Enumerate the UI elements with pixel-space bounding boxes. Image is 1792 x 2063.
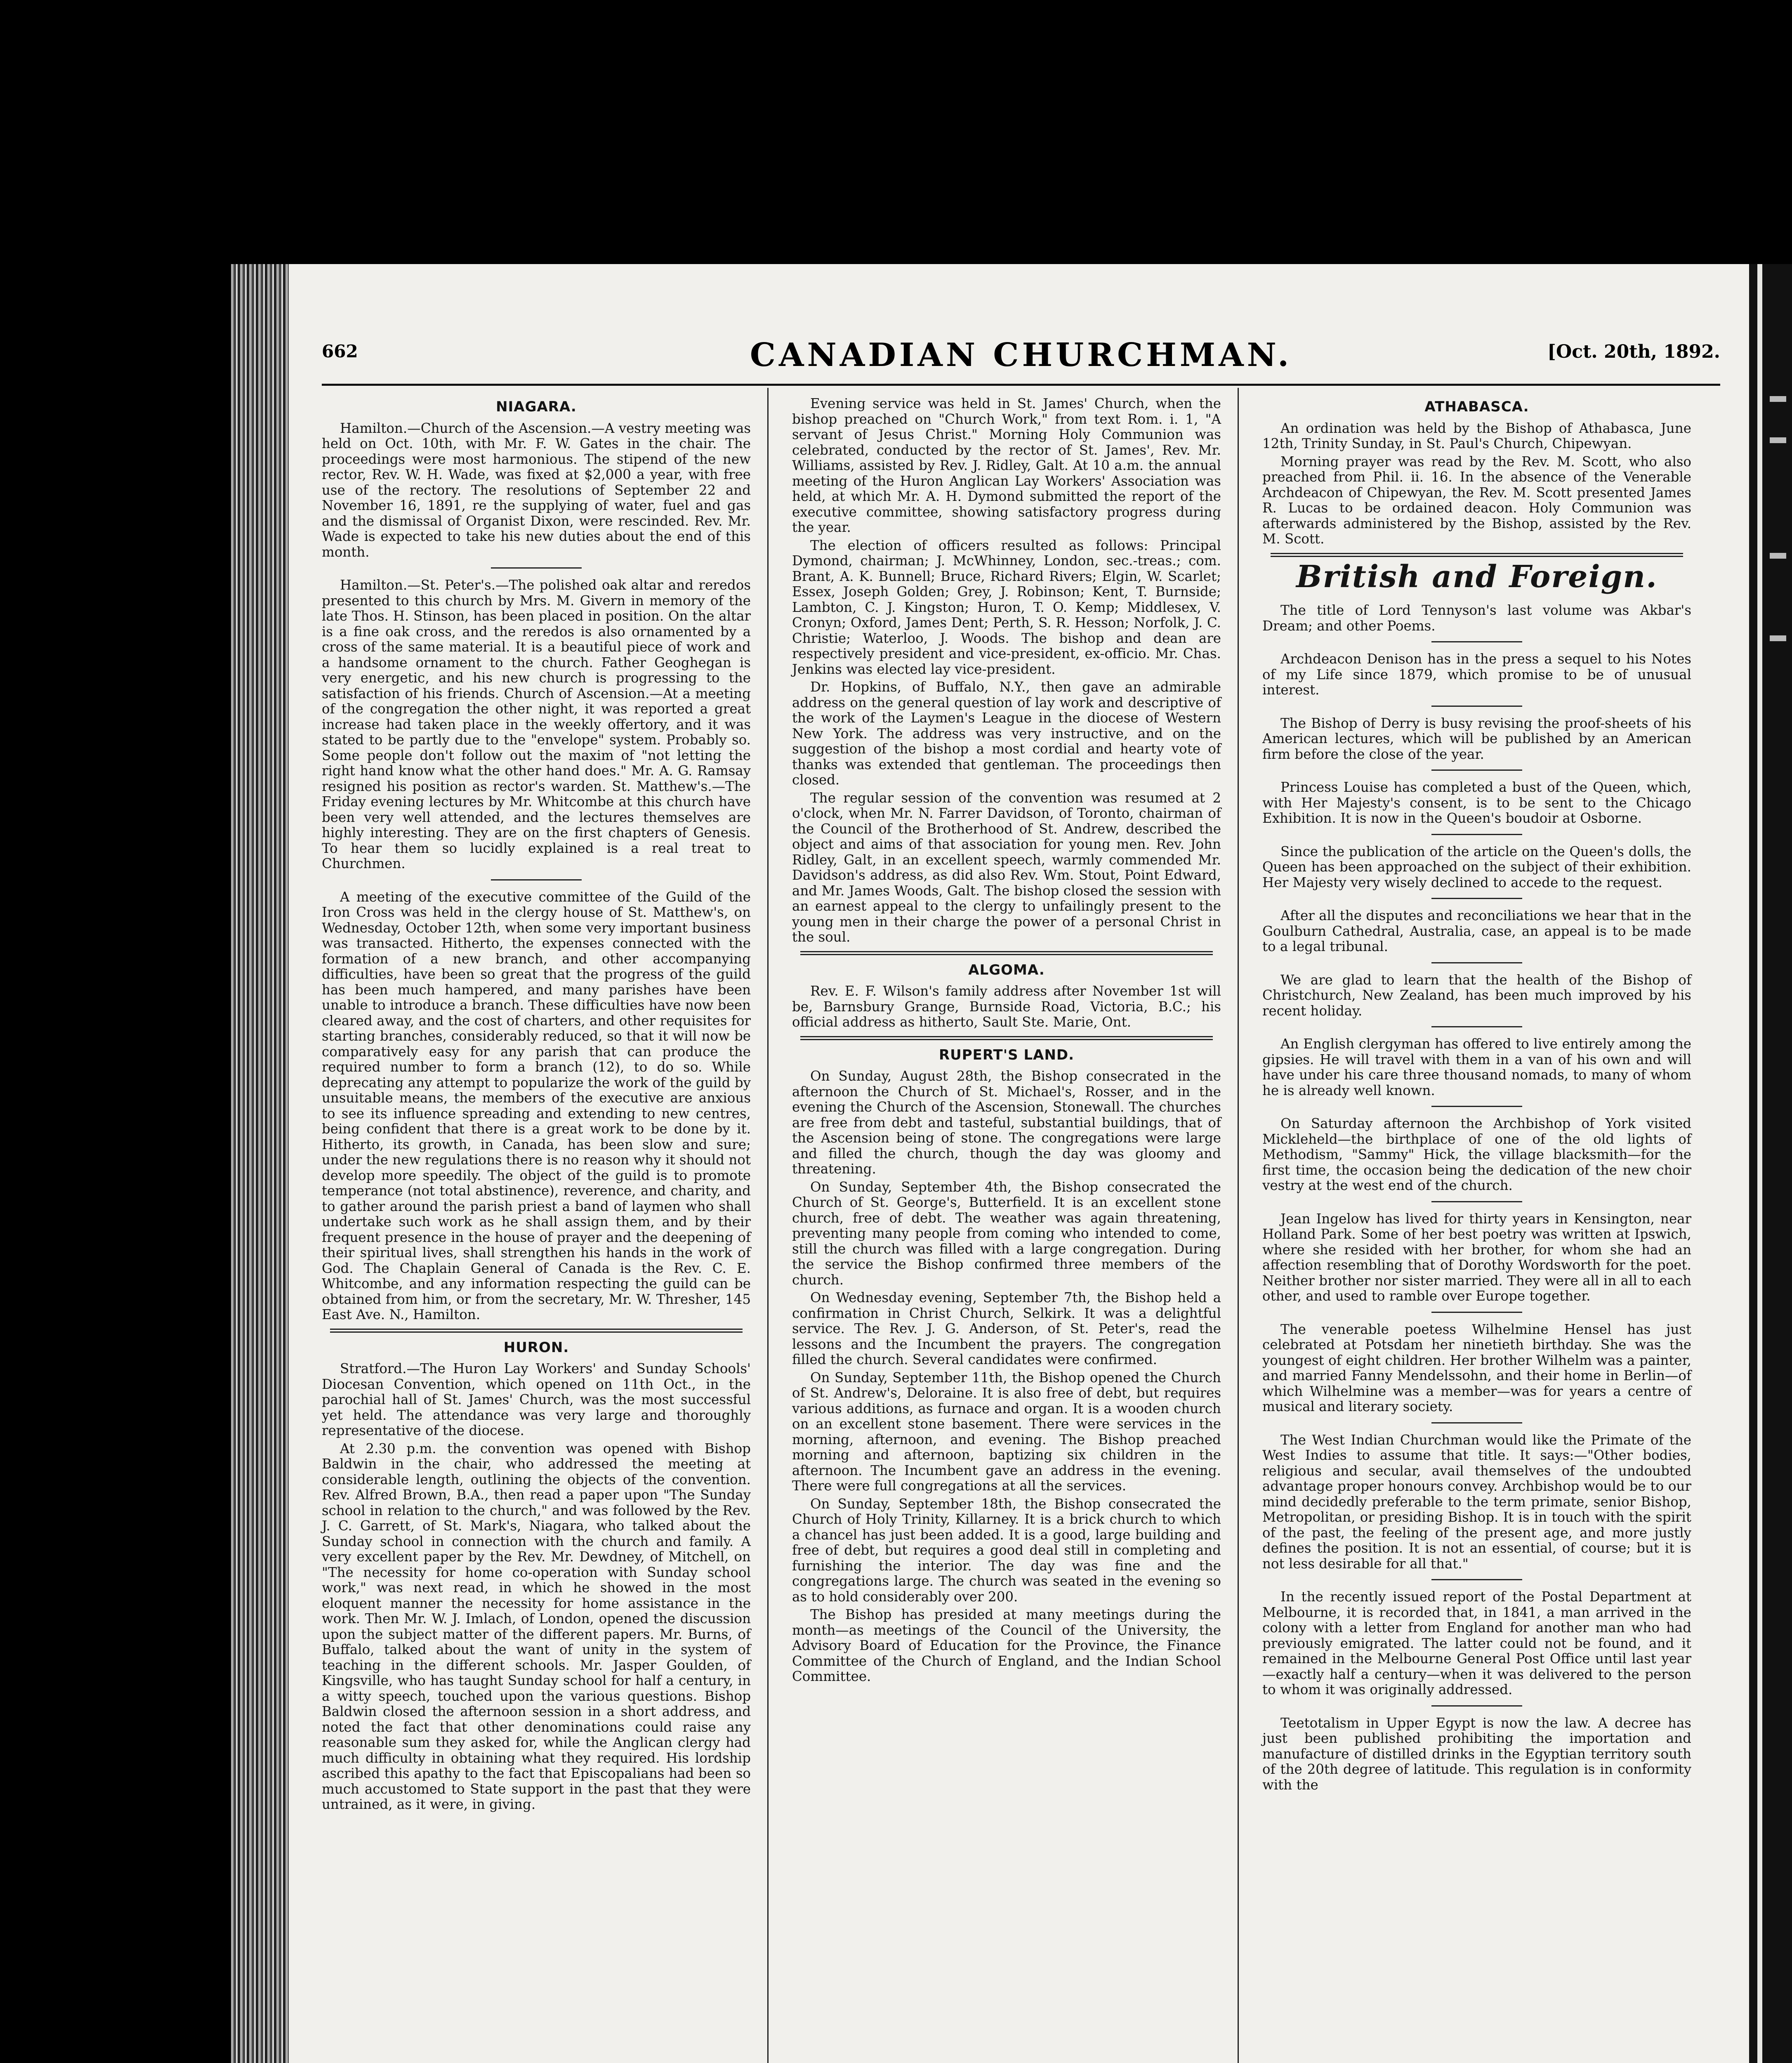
news-item: In the recently issued report of the Postal Department at Melbourne, it is recorded that, in 1841, a man arrived in the colony with a letter from England for another man who had previously emigrated. The latter could not be found, and it remained in the Melbourne General Post Office until last year—exactly half a century—when it was delivered to the person to whom it was originally addressed. — [1262, 1589, 1691, 1697]
article-paragraph: The Bishop has presided at many meetings during the month—as meetings of the Council of the University, the Advisory Board of Education for the Province, the Finance Committee of the Church of England, and the Indian School Committee. — [792, 1607, 1221, 1684]
separator — [1431, 1106, 1522, 1107]
article-paragraph: On Wednesday evening, September 7th, the Bishop held a confirmation in Christ Church, Selkirk. It was a delightful service. The Rev. J. G. Anderson, of St. Peter's, read the lessons and the Incumbent the prayers. The congregation filled the church. Several candidates were confirmed. — [792, 1290, 1221, 1367]
news-item: Princess Louise has completed a bust of the Queen, which, with Her Majesty's consent, is to be sent to the Chicago Exhibition. It is now in the Queen's boudoir at Osborne. — [1262, 779, 1691, 826]
separator — [1431, 1026, 1522, 1027]
article-paragraph: An ordination was held by the Bishop of Athabasca, June 12th, Trinity Sunday, in St. Paul's Church, Chipewyan. — [1262, 420, 1691, 451]
section-rule — [800, 951, 1213, 955]
issue-date: [Oct. 20th, 1892. — [1547, 341, 1720, 362]
separator — [1431, 641, 1522, 642]
masthead: CANADIAN CHURCHMAN. — [750, 336, 1292, 374]
page-header — [322, 336, 1720, 382]
separator — [1431, 1579, 1522, 1580]
news-item: The venerable poetess Wilhelmine Hensel has just celebrated at Potsdam her ninetieth birthday. She was the youngest of eight children. Her brother Wilhelm was a painter, and married Fanny Mendelssohn, and their home in Berlin—of which Wilhelmine was a member—was for years a centre of musical and literary society. — [1262, 1321, 1691, 1414]
separator — [1431, 1705, 1522, 1707]
separator — [1431, 769, 1522, 771]
article-paragraph: Dr. Hopkins, of Buffalo, N.Y., then gave an admirable address on the general question of lay work and descriptive of the work of the Laymen's League in the diocese of Western New York. The address was very instructive, and on the suggestion of the bishop a most cordial and hearty vote of thanks was extended that gentleman. The proceedings then closed. — [792, 679, 1221, 788]
section-rule — [330, 1329, 743, 1333]
news-item: The Bishop of Derry is busy revising the proof-sheets of his American lectures, which will be published by an American firm before the close of the year. — [1262, 715, 1691, 762]
news-item: Teetotalism in Upper Egypt is now the law. A decree has just been published prohibiting the importation and manufacture of distilled drinks in the Egyptian territory south of the 20th degree of latitude. This regulation is in conformity with the — [1262, 1715, 1691, 1793]
column-divider — [767, 388, 769, 2063]
news-item: After all the disputes and reconciliations we hear that in the Goulburn Cathedral, Australia, case, an appeal is to be made to a legal tribunal. — [1262, 908, 1691, 954]
article-paragraph: The election of officers resulted as follows: Principal Dymond, chairman; J. McWhinney, London, sec.-treas.; com. Brant, A. K. Bunnell; Bruce, Richard Rivers; Elgin, W. Scarlet; Essex, Joseph Golden; Grey, J. Robinson; Kent, T. Burnside; Lambton, C. J. Kingston; Huron, T. O. Kemp; Middlesex, V. Cronyn; Oxford, James Dent; Perth, S. R. Hesson; Norfolk, J. C. Christie; Waterloo, J. Woods. The bishop and dean are respectively president and vice-president, ex-officio. Mr. Chas. Jenkins was elected lay vice-president. — [792, 537, 1221, 677]
news-item: Archdeacon Denison has in the press a sequel to his Notes of my Life since 1879, which promise to be of unusual interest. — [1262, 651, 1691, 698]
separator — [1431, 706, 1522, 707]
column-2 — [792, 396, 1221, 1687]
news-item: Jean Ingelow has lived for thirty years in Kensington, near Holland Park. Some of her best poetry was written at Ipswich, where she resided with her brother, for whom she had an affection resembling that of Dorothy Wordsworth for the poet. Neither brother nor sister married. They were all in all to each other, and used to ramble over Europe together. — [1262, 1211, 1691, 1304]
article-paragraph: On Sunday, September 4th, the Bishop consecrated the Church of St. George's, Butterfield. It is an excellent stone church, free of debt. The weather was again threatening, preventing many people from coming who intended to come, still the church was filled with a large congregation. During the service the Bishop confirmed three members of the church. — [792, 1179, 1221, 1288]
section-heading-niagara: NIAGARA. — [496, 399, 577, 415]
separator — [1431, 898, 1522, 899]
article-paragraph: Evening service was held in St. James' Church, when the bishop preached on "Church Work," from text Rom. i. 1, "A servant of Jesus Christ." Morning Holy Communion was celebrated, conducted by the rector of St. James', Rev. Mr. Williams, assisted by Rev. J. Ridley, Galt. At 10 a.m. the annual meeting of the Huron Anglican Lay Workers' Association was held, at which Mr. A. H. Dymond submitted the report of the executive committee, showing satisfactory progress during the year. — [792, 396, 1221, 535]
section-rule — [800, 1036, 1213, 1040]
separator — [1431, 1201, 1522, 1202]
page-number: 662 — [322, 341, 358, 361]
news-item: On Saturday afternoon the Archbishop of York visited Mickleheld—the birthplace of one of the old lights of Methodism, "Sammy" Hick, the village blacksmith—for the first time, the occasion being the dedication of the new choir vestry at the west end of the church. — [1262, 1116, 1691, 1193]
section-heading-athabasca: ATHABASCA. — [1424, 399, 1529, 415]
news-item: We are glad to learn that the health of the Bishop of Christchurch, New Zealand, has been much improved by his recent holiday. — [1262, 972, 1691, 1019]
article-paragraph: On Sunday, September 11th, the Bishop opened the Church of St. Andrew's, Deloraine. It is also free of debt, but requires various additions, as furnace and organ. It is a wooden church on an excellent stone basement. There were services in the morning, afternoon, and evening. The Bishop preached morning and afternoon, baptizing six children in the afternoon. The Incumbent gave an address in the evening. There were full congregations at all the services. — [792, 1369, 1221, 1494]
article-paragraph: On Sunday, September 18th, the Bishop consecrated the Church of Holy Trinity, Killarney. It is a brick church to which a chancel has just been added. It is a good, large building and free of debt, but requires a good deal still in completing and furnishing the interior. The day was fine and the congregations large. The church was seated in the evening so as to hold considerably over 200. — [792, 1496, 1221, 1605]
column-1 — [322, 396, 751, 1815]
facing-page-edge — [1749, 264, 1792, 2063]
separator — [1431, 834, 1522, 835]
news-item: An English clergyman has offered to live entirely among the gipsies. He will travel with them in a van of his own and will have under his care three thousand nomads, to many of whom he is already well known. — [1262, 1036, 1691, 1098]
section-heading-ruperts-land: RUPERT'S LAND. — [938, 1046, 1075, 1063]
article-paragraph: On Sunday, August 28th, the Bishop consecrated in the afternoon the Church of St. Michael's, Rosser, and in the evening the Church of the Ascension, Stonewall. The churches are free from debt and tasteful, substantial buildings, that of the Ascension being of stone. The congregations were large and filled the church, though the day was gloomy and threatening. — [792, 1068, 1221, 1177]
separator — [491, 879, 582, 880]
newspaper-page — [289, 264, 1749, 2063]
section-heading-huron: HURON. — [503, 1339, 569, 1356]
separator — [491, 567, 582, 569]
section-heading-algoma: ALGOMA. — [968, 961, 1045, 978]
article-paragraph: Hamilton.—St. Peter's.—The polished oak altar and reredos presented to this church by Mrs. M. Givern in memory of the late Thos. H. Stinson, has been placed in position. On the altar is a fine oak cross, and the reredos is also ornamented by a cross of the same material. It is a beautiful piece of work and a handsome ornament to the church. Father Geoghegan is very energetic, and his new church is progressing to the satisfaction of his friends. Church of Ascension.—At a meeting of the congregation the other night, it was reported a great increase had taken place in the weekly offertory, and it was stated to be partly due to the "envelope" system. Probably so. Some people don't follow out the maxim of "not letting the right hand know what the other hand does." Mr. A. G. Ramsay resigned his position as rector's warden. St. Matthew's.—The Friday evening lectures by Mr. Whitcombe at this church have been very well attended, and the lectures themselves are highly interesting. They are on the first chapters of Genesis. To hear them so lucidly explained is a real treat to Churchmen. — [322, 577, 751, 871]
article-paragraph: The regular session of the convention was resumed at 2 o'clock, when Mr. N. Farrer Davidson, of Toronto, chairman of the Council of the Brotherhood of St. Andrew, described the object and aims of that association for young men. Rev. John Ridley, Galt, in an excellent speech, warmly commended Mr. Davidson's address, as did also Rev. Wm. Stout, Point Edward, and Mr. James Woods, Galt. The bishop closed the session with an earnest appeal to the clergy to unfailingly present to the young men in their charge the power of a personal Christ in the soul. — [792, 790, 1221, 945]
separator — [1431, 1422, 1522, 1423]
article-paragraph: Hamilton.—Church of the Ascension.—A vestry meeting was held on Oct. 10th, with Mr. F. W. Gates in the chair. The proceedings were most harmonious. The stipend of the new rector, Rev. W. H. Wade, was fixed at $2,000 a year, with free use of the rectory. The resolutions of September 22 and November 16, 1891, re the supplying of water, fuel and gas and the dismissal of Organist Dixon, were rescinded. Rev. Mr. Wade is expected to take his new duties about the end of this month. — [322, 420, 751, 560]
header-rule — [322, 384, 1720, 386]
article-paragraph: Rev. E. F. Wilson's family address after November 1st will be, Barnsbury Grange, Burnside Road, Victoria, B.C.; his official address as hitherto, Sault Ste. Marie, Ont. — [792, 983, 1221, 1030]
section-heading-british-foreign: British and Foreign. — [1296, 559, 1658, 595]
article-paragraph: Morning prayer was read by the Rev. M. Scott, who also preached from Phil. ii. 16. In the absence of the Venerable Archdeacon of Chipewyan, the Rev. M. Scott presented James R. Lucas to be ordained deacon. Holy Communion was afterwards administered by the Bishop, assisted by the Rev. M. Scott. — [1262, 453, 1691, 547]
article-paragraph: Stratford.—The Huron Lay Workers' and Sunday Schools' Diocesan Convention, which opened on 11th Oct., in the parochial hall of St. James' Church, was the most successful yet held. The attendance was very large and thoroughly representative of the diocese. — [322, 1361, 751, 1438]
separator — [1431, 962, 1522, 963]
book-binding-edge — [231, 264, 289, 2063]
column-divider — [1238, 388, 1239, 2063]
article-paragraph: At 2.30 p.m. the convention was opened with Bishop Baldwin in the chair, who addressed the meeting at considerable length, outlining the objects of the convention. Rev. Alfred Brown, B.A., then read a paper upon "The Sunday school in relation to the church," and was followed by the Rev. J. C. Garrett, of St. Mark's, Niagara, who talked about the Sunday school in connection with the church and family. A very excellent paper by the Rev. Mr. Dewdney, of Mitchell, on "The necessity for home co-operation with Sunday school work," was next read, in which he showed in the most eloquent manner the necessity for home assistance in the work. Then Mr. W. J. Imlach, of London, opened the discussion upon the subject matter of the different papers. Mr. Burns, of Buffalo, talked about the want of unity in the system of teaching in the different schools. Mr. Jasper Goulden, of Kingsville, who has taught Sunday school for half a century, in a witty speech, touched upon the various questions. Bishop Baldwin closed the afternoon session in a short address, and noted the fact that other denominations could raise any reasonable sum they asked for, while the Anglican clergy had much difficulty in obtaining what they required. His lordship ascribed this apathy to the fact that Episcopalians had been so much accustomed to State support in the past that they were untrained, as it were, in giving. — [322, 1440, 751, 1812]
news-item: The title of Lord Tennyson's last volume was Akbar's Dream; and other Poems. — [1262, 602, 1691, 634]
column-3 — [1262, 396, 1691, 1795]
news-item: Since the publication of the article on the Queen's dolls, the Queen has been approached on the subject of their exhibition. Her Majesty very wisely declined to accede to the request. — [1262, 843, 1691, 890]
article-paragraph: A meeting of the executive committee of the Guild of the Iron Cross was held in the clergy house of St. Matthew's, on Wednesday, October 12th, when some very important business was transacted. Hitherto, the expenses connected with the formation of a new branch, and other accompanying difficulties, have been so great that the progress of the guild has been much hampered, and many parishes have been unable to introduce a branch. These difficulties have now been cleared away, and the cost of charters, and other requisites for starting branches, considerably reduced, so that it will now be comparatively easy for any parish that can produce the required number to form a branch (12), to do so. While deprecating any attempt to popularize the work of the guild by unsuitable means, the members of the executive are anxious to see its influence spreading and extending to new centres, being confident that there is a great work to be done by it. Hitherto, its growth, in Canada, has been slow and sure; under the new regulations there is no reason why it should not develop more speedily. The object of the guild is to promote temperance (not total abstinence), reverence, and charity, and to gather around the parish priest a band of laymen who shall undertake such work as he shall assign them, and by their frequent presence in the house of prayer and the deepening of their spiritual lives, shall strengthen his hands in the work of God. The Chaplain General of Canada is the Rev. C. E. Whitcombe, and any information respecting the guild can be obtained from him, or from the secretary, Mr. W. Thresher, 145 East Ave. N., Hamilton. — [322, 889, 751, 1322]
news-item: The West Indian Churchman would like the Primate of the West Indies to assume that title. It says:—"Other bodies, religious and secular, avail themselves of the undoubted advantage proper honours convey. Archbishop would be to our mind decidedly preferable to the term primate, senior Bishop, Metropolitan, or presiding Bishop. It is in touch with the spirit of the past, the feeling of the present age, and more justly defines the position. It is not an essential, of course; but it is not less desirable for all that." — [1262, 1432, 1691, 1572]
section-rule — [1271, 553, 1683, 557]
separator — [1431, 1312, 1522, 1313]
